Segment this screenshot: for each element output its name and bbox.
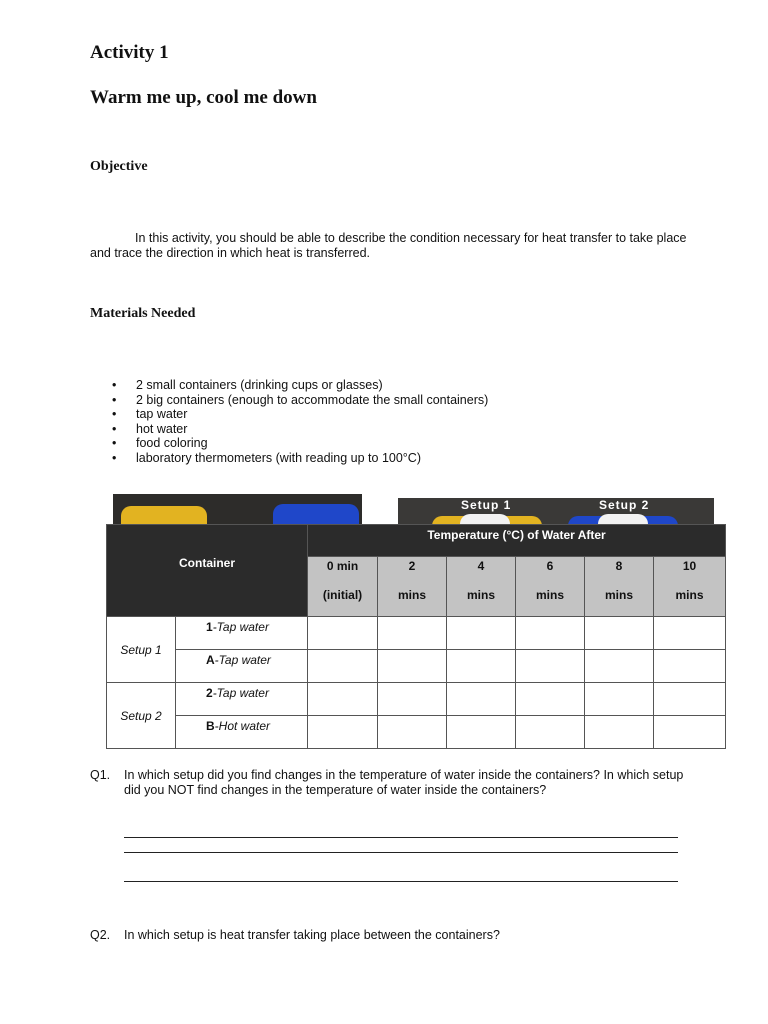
material-item: • tap water [112,407,488,422]
container-label: 1-Tap water [176,617,308,650]
temp-cell[interactable] [516,617,585,650]
time-col-4: 4 mins [447,557,516,617]
activity-title: Activity 1 [90,42,169,63]
temp-cell[interactable] [378,650,447,683]
table-row [107,683,726,716]
temp-cell[interactable] [308,716,378,749]
temp-cell[interactable] [516,650,585,683]
answer-line[interactable] [124,837,678,838]
setup2-photo-label: Setup 2 [599,498,650,512]
question-text: In which setup did you find changes in the temperature of water inside the containers? In which setup did you NOT find changes in the temperature of water inside the containers? [124,768,684,797]
table-row [107,716,726,749]
temp-cell[interactable] [516,716,585,749]
objective-text: In this activity, you should be able to describe the condition necessary for heat transfer to take place and trace the direction in which heat is transferred. [90,231,687,260]
question-text: In which setup is heat transfer taking place between the containers? [124,928,500,942]
temperature-table [106,524,726,749]
question-2 [90,928,690,943]
time-col-0: 0 min (initial) [308,557,378,617]
temp-cell[interactable] [378,683,447,716]
table-row [107,650,726,683]
temp-cell[interactable] [308,617,378,650]
time-col-2: 2 mins [378,557,447,617]
temp-cell[interactable] [585,617,654,650]
temp-cell[interactable] [585,683,654,716]
containers-photo [113,494,362,526]
temp-cell[interactable] [447,683,516,716]
question-1 [90,768,690,797]
temp-cell[interactable] [308,683,378,716]
material-item: • hot water [112,422,488,437]
time-col-6: 6 mins [516,557,585,617]
time-col-10: 10 mins [654,557,726,617]
temp-cell[interactable] [378,716,447,749]
temp-cell[interactable] [654,683,726,716]
table-row [107,617,726,650]
temp-cell[interactable] [447,716,516,749]
container-label: A-Tap water [176,650,308,683]
objective-heading: Objective [90,159,148,174]
temp-cell[interactable] [585,716,654,749]
question-number: Q2. [90,928,111,942]
answer-line[interactable] [124,852,678,853]
materials-list [112,378,488,466]
temp-cell[interactable] [654,650,726,683]
temperature-header: Temperature (°C) of Water After [308,525,726,557]
temp-cell[interactable] [308,650,378,683]
materials-heading: Materials Needed [90,306,196,321]
yellow-container [121,506,207,526]
material-item: • 2 big containers (enough to accommodate the small containers) [112,393,488,408]
temp-cell[interactable] [516,683,585,716]
container-label: 2-Tap water [176,683,308,716]
question-number: Q1. [90,768,111,782]
temp-cell[interactable] [447,617,516,650]
temp-cell[interactable] [378,617,447,650]
temp-cell[interactable] [447,650,516,683]
temp-cell[interactable] [654,617,726,650]
container-header: Container [107,525,308,617]
time-col-8: 8 mins [585,557,654,617]
answer-line[interactable] [124,881,678,882]
blue-container [273,504,359,526]
activity-subtitle: Warm me up, cool me down [90,87,317,108]
setup2-label: Setup 2 [107,683,176,749]
temp-cell[interactable] [585,650,654,683]
setup1-photo-label: Setup 1 [461,498,512,512]
setups-photo [398,498,714,526]
temp-cell[interactable] [654,716,726,749]
material-item: • food coloring [112,436,488,451]
setup1-label: Setup 1 [107,617,176,683]
material-item: • 2 small containers (drinking cups or glasses) [112,378,488,393]
material-item: • laboratory thermometers (with reading up to 100°C) [112,451,488,466]
container-label: B-Hot water [176,716,308,749]
